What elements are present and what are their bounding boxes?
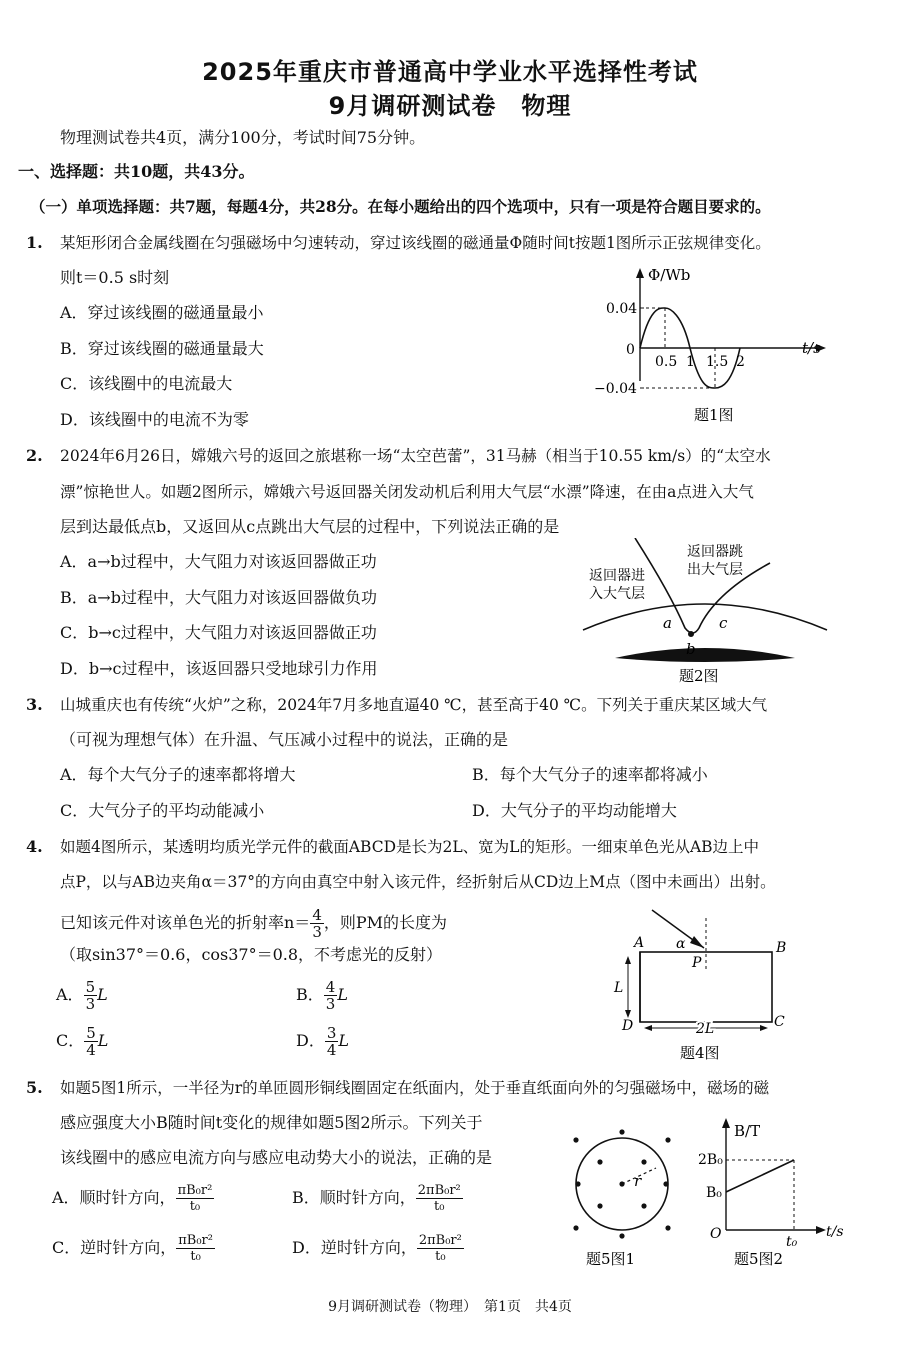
q4-c-numerator: 5 [86, 1024, 96, 1042]
q5-field-dot [597, 1159, 602, 1164]
q4-label-width: L [614, 980, 624, 996]
q3-stem-line2: （可视为理想气体）在升温、气压减小过程中的说法，正确的是 [60, 730, 509, 749]
q2-number: 2. [26, 446, 43, 465]
q4-label-length: 2L [696, 1021, 715, 1037]
q5-a-numerator: πB₀r² [177, 1183, 213, 1198]
q4-label-c: C [774, 1014, 785, 1030]
q1-stem-line2: 则t＝0.5 s时刻 [60, 268, 170, 287]
q5-coil-diagram [560, 1122, 690, 1272]
q3-option-c: C．大气分子的平均动能减小 [60, 801, 265, 820]
q4-option-label: B． [296, 985, 324, 1004]
q2-point-a: a [663, 614, 672, 632]
q2-option-c: C．b→c过程中，大气阻力对该返回器做正功 [60, 623, 377, 642]
q3-option-b: B．每个大气分子的速率都将减小 [472, 765, 708, 784]
q4-number: 4. [26, 837, 43, 856]
q2-point-b: b [686, 640, 696, 658]
q4-unit-L: L [97, 985, 108, 1004]
q4-n-numerator: 4 [312, 906, 322, 924]
q4-label-p: P [692, 955, 702, 971]
q5-y-axis-label: B/T [734, 1122, 761, 1140]
q3-option-a: A．每个大气分子的速率都将增大 [60, 765, 296, 784]
q3-option-d: D．大气分子的平均动能增大 [472, 801, 677, 820]
q1-x-axis-label: t/s [802, 339, 821, 357]
q5-tick-b0: B₀ [706, 1185, 722, 1201]
q1-y-axis-label: Φ/Wb [648, 266, 691, 284]
q5-stem-line3: 该线圈中的感应电流方向与感应电动势大小的说法，正确的是 [60, 1148, 493, 1167]
q5-stem-line2: 感应强度大小B随时间t变化的规律如题5图2所示。下列关于 [60, 1113, 483, 1132]
q5-field-dot [665, 1137, 670, 1142]
q5-field-dot [573, 1137, 578, 1142]
q3-stem-line1: 山城重庆也有传统“火炉”之称，2024年7月多地直逼40 ℃，甚至高于40 ℃。下列关于重庆某区域大气 [60, 696, 768, 714]
q1-option-a: A．穿过该线圈的磁通量最小 [60, 303, 264, 322]
q4-stem-line2: 点P，以与AB边夹角α＝37°的方向由真空中射入该元件，经折射后从CD边上M点（图中未画出）出射。 [60, 873, 776, 891]
exam-info: 物理测试卷共4页，满分100分，考试时间75分钟。 [60, 128, 426, 147]
q2-stem-line3: 层到达最低点b，又返回从c点跳出大气层的过程中，下列说法正确的是 [60, 517, 560, 536]
q5-c-denominator: t₀ [190, 1249, 201, 1264]
q2-figure-caption: 题2图 [679, 667, 719, 685]
exam-title: 2025年重庆市普通高中学业水平选择性考试 [202, 58, 698, 86]
q4-option-c [56, 1024, 108, 1058]
q4-option-label: C． [56, 1031, 85, 1050]
q5-b-t-graph [698, 1118, 858, 1274]
q4-stem-line3 [60, 906, 447, 940]
q1-option-b: B．穿过该线圈的磁通量最大 [60, 339, 264, 358]
q5-field-dot [665, 1225, 670, 1230]
q1-x-tick: 1.5 [706, 354, 729, 370]
q5-option-c [52, 1228, 215, 1268]
q4-c-denominator: 4 [86, 1041, 96, 1059]
q5-option-label: D．逆时针方向， [292, 1238, 417, 1257]
q2-option-b: B．a→b过程中，大气阻力对该返回器做负功 [60, 588, 377, 607]
q4-prism-diagram [612, 900, 802, 1068]
q5-option-label: A．顺时针方向， [52, 1188, 176, 1207]
q2-option-a: A．a→b过程中，大气阻力对该返回器做正功 [60, 552, 377, 571]
q4-option-b [296, 978, 348, 1012]
q5-number: 5. [26, 1078, 43, 1097]
q5-figure2-caption: 题5图2 [734, 1250, 784, 1268]
q2-earth-surface [615, 648, 795, 662]
q1-y-tick-bottom: −0.04 [594, 381, 637, 397]
q4-stem-text: 已知该元件对该单色光的折射率n＝ [60, 913, 311, 932]
q5-origin: O [710, 1226, 722, 1242]
q4-stem-line4: （取sin37°＝0.6，cos37°＝0.8，不考虑光的反射） [60, 945, 443, 964]
q2-label-enter: 入大气层 [589, 586, 645, 602]
q2-stem-line1: 2024年6月26日，嫦娥六号的返回之旅堪称一场“太空芭蕾”，31马赫（相当于10.55 km/s）的“太空水 [60, 447, 771, 465]
q2-option-d: D．b→c过程中，该返回器只受地球引力作用 [60, 659, 378, 678]
q4-a-numerator: 5 [85, 978, 96, 996]
q4-d-denominator: 4 [326, 1041, 337, 1059]
page-footer: 9月调研测试卷（物理） 第1页 共4页 [328, 1299, 572, 1315]
q5-figure1-caption: 题5图1 [586, 1250, 636, 1268]
q1-origin: 0 [626, 342, 635, 358]
q5-option-label: C．逆时针方向， [52, 1238, 177, 1257]
q1-y-tick-top: 0.04 [606, 301, 638, 317]
q4-a-denominator: 3 [85, 995, 96, 1013]
q5-option-b [292, 1178, 463, 1218]
q4-figure-caption: 题4图 [680, 1044, 720, 1062]
q5-stem-line1: 如题5图1所示，一半径为r的单匝圆形铜线圈固定在纸面内，处于垂直纸面向外的匀强磁场中，磁场的磁 [60, 1079, 770, 1097]
q4-label-a: A [634, 935, 645, 951]
q4-d-numerator: 3 [326, 1024, 337, 1042]
q1-x-tick: 2 [736, 354, 745, 370]
q5-radius-label: r [634, 1172, 642, 1190]
q1-stem-line1: 某矩形闭合金属线圈在匀强磁场中匀速转动，穿过该线圈的磁通量Φ随时间t按题1图所示正弦规律变化。 [60, 234, 771, 252]
q5-option-a [52, 1178, 214, 1218]
q4-label-alpha: α [676, 936, 686, 952]
q4-label-d: D [622, 1018, 634, 1034]
exam-subtitle: 9月调研测试卷 物理 [328, 92, 572, 120]
q1-option-d: D．该线圈中的电流不为零 [60, 410, 249, 429]
q4-unit-L: L [97, 1031, 109, 1050]
q5-b-numerator: 2πB₀r² [417, 1183, 461, 1198]
q5-field-dot [641, 1203, 646, 1208]
q5-tick-t0: t₀ [786, 1234, 798, 1250]
q1-number: 1. [26, 233, 43, 252]
q5-b-denominator: t₀ [434, 1199, 445, 1214]
q4-option-d [296, 1024, 349, 1058]
q1-option-c: C．该线圈中的电流最大 [60, 374, 233, 393]
q1-x-tick: 1 [686, 354, 695, 370]
q5-field-dot [573, 1225, 578, 1230]
q5-field-dot [619, 1129, 624, 1134]
q5-field-dot [641, 1159, 646, 1164]
q2-stem-line2: 漂”惊艳世人。如题2图所示，嫦娥六号返回器关闭发动机后利用大气层“水漂”降速，在由a点进入大气 [60, 483, 754, 501]
q4-n-denominator: 3 [312, 923, 322, 941]
section-heading: 一、选择题：共10题，共43分。 [18, 162, 255, 181]
q5-c-numerator: πB₀r² [178, 1233, 213, 1248]
q4-option-label: D． [296, 1031, 325, 1050]
q4-b-denominator: 3 [325, 995, 336, 1013]
q1-figure-caption: 题1图 [694, 406, 734, 424]
q5-tick-2b0: 2B₀ [698, 1152, 723, 1168]
q5-option-d [292, 1228, 464, 1268]
q4-refractive-index [310, 907, 324, 940]
q5-field-dot [663, 1181, 668, 1186]
q5-field-dot [575, 1181, 580, 1186]
q5-a-denominator: t₀ [189, 1199, 201, 1214]
q4-option-label: A． [56, 985, 84, 1004]
q4-stem-text: ，则PM的长度为 [323, 913, 448, 932]
q2-label-exit: 返回器跳 [687, 544, 743, 560]
q2-label-enter: 返回器进 [589, 568, 645, 584]
q5-field-dot [619, 1233, 624, 1238]
q1-x-tick: 0.5 [655, 354, 678, 370]
q2-label-exit: 出大气层 [687, 562, 743, 578]
q1-flux-graph [590, 266, 840, 431]
q4-unit-L: L [338, 1031, 350, 1050]
q4-b-numerator: 4 [325, 978, 336, 996]
q5-d-numerator: 2πB₀r² [418, 1233, 462, 1248]
q4-option-a [56, 978, 108, 1012]
q4-label-b: B [776, 940, 787, 956]
q5-option-label: B．顺时针方向， [292, 1188, 416, 1207]
q5-b-line [726, 1160, 794, 1192]
q5-x-axis-label: t/s [826, 1224, 844, 1240]
q3-number: 3. [26, 695, 43, 714]
q2-point-c: c [719, 614, 728, 632]
q2-atmosphere-skip-diagram [575, 538, 835, 688]
q4-unit-L: L [337, 985, 348, 1004]
q5-field-dot [597, 1203, 602, 1208]
q4-stem-line1: 如题4图所示，某透明均质光学元件的截面ABCD是长为2L、宽为L的矩形。一细束单色光从AB边上中 [60, 838, 760, 856]
q5-d-denominator: t₀ [435, 1249, 446, 1264]
section-sub-heading: （一）单项选择题：共7题，每题4分，共28分。在每小题给出的四个选项中，只有一项是符合题目要求的。 [30, 197, 771, 216]
